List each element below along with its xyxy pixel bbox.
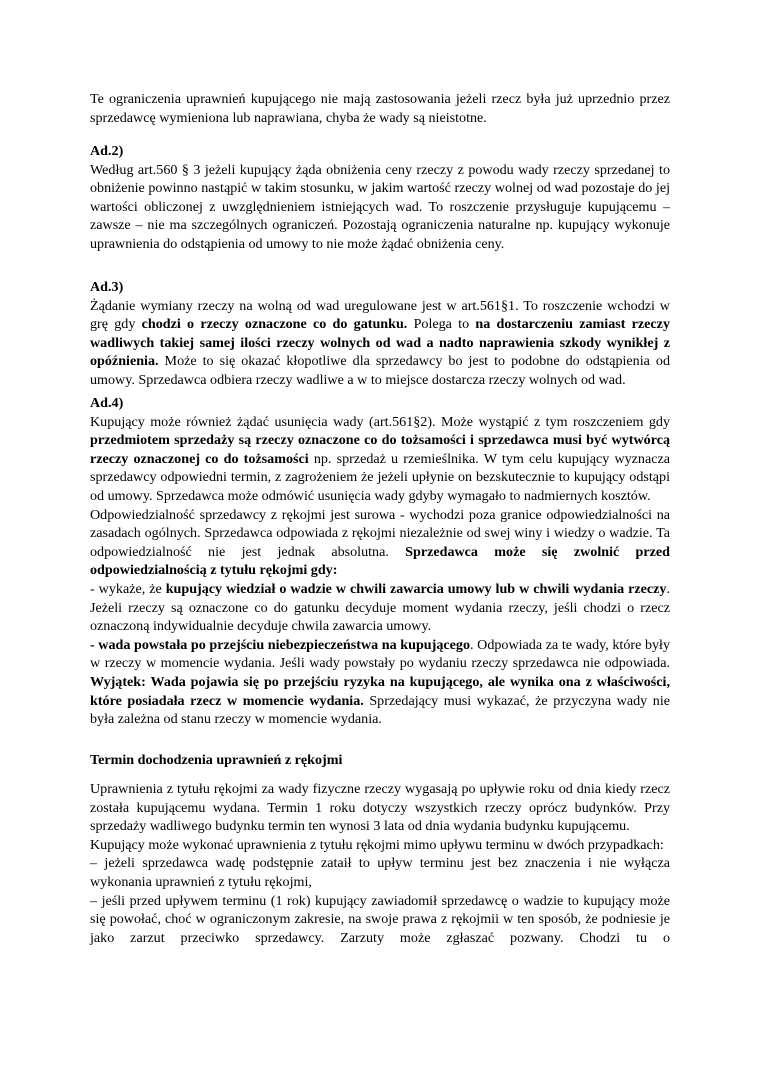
- ad4-section: [90, 394, 670, 729]
- termin-heading: Termin dochodzenia uprawnień z rękojmi: [90, 752, 343, 768]
- intro-section: [90, 90, 670, 127]
- ad4-p3-bold-1: kupujący wiedział o wadzie w chwili zawarcia umowy lub w chwili wydania rzeczy: [165, 580, 667, 597]
- ad3-text-2: Polega to: [407, 316, 476, 333]
- ad4-paragraph-4: [90, 636, 670, 729]
- ad4-p1-text-1: Kupujący może również żądać usunięcia wady (art.561§2). Może wystąpić z tym roszczeniem gdy: [90, 413, 670, 430]
- ad4-p4-bold-1: - wada powstała po przejściu niebezpieczeństwa na kupującego: [90, 636, 470, 653]
- ad3-section: [90, 278, 670, 390]
- ad4-paragraph-3: [90, 580, 670, 636]
- ad3-bold-1: chodzi o rzeczy oznaczone co do gatunku.: [141, 316, 408, 333]
- ad4-paragraph-2: [90, 506, 670, 580]
- ad2-section: [90, 142, 670, 254]
- ad4-heading: Ad.4): [90, 395, 124, 411]
- ad4-paragraph-1: [90, 413, 670, 506]
- termin-heading-section: [90, 751, 670, 770]
- ad3-bold-2: na dostarczeniu zamiast rzeczy wadliwych takiej samej ilości rzeczy wolnych od wad a nadto naprawienia szkody wynikłej z opóźnienia.: [90, 316, 670, 370]
- ad4-p2-text-1: Odpowiedzialność sprzedawcy z rękojmi jest surowa - wychodzi poza granice odpowiedzialności na zasadach ogólnych. Sprzedawca odpowiada z rękojmi niezależnie od swej winy i wiedzy o wadzie. Ta odpowiedzialność nie jest jednak absolutna.: [90, 506, 670, 560]
- ad4-p1-bold-1: przedmiotem sprzedaży są rzeczy oznaczone co do tożsamości i sprzedawca musi być wytwórcą rzeczy oznaczonej co do tożsamości: [90, 432, 670, 467]
- termin-paragraph-4: – jeśli przed upływem terminu (1 rok) kupujący zawiadomił sprzedawcę o wadzie to kupujący może się powołać, choć w ograniczonym zakresie, na swoje prawa z rękojmii w ten sposób, że podniesie je jako zarzut przeciwko sprzedawcy. Zarzuty może zgłaszać pozwany. Chodzi tu o: [90, 892, 670, 946]
- ad2-paragraph: Według art.560 § 3 jeżeli kupujący żąda obniżenia ceny rzeczy z powodu wady rzeczy sprzedanej to obniżenie powinno nastąpić w takim stosunku, w jakim wartość rzeczy wolnej od wad pozostaje do jej wartości obliczonej z uwzględnieniem istniejących wad. To roszczenie przysługuje kupującemu – zawsze – nie ma szczególnych ograniczeń. Pozostają ograniczenia naturalne np. kupujący wykonuje uprawnienia do odstąpienia od umowy to nie może żądać obniżenia ceny.: [90, 161, 670, 252]
- ad3-paragraph: [90, 297, 670, 390]
- termin-paragraph-2: Kupujący może wykonać uprawnienia z tytułu rękojmi mimo upływu terminu w dwóch przypadkach:: [90, 836, 664, 853]
- ad3-text-3: Może to się okazać kłopotliwe dla sprzedawcy bo jest to podobne do odstąpienia od umowy. Sprzedawca odbiera rzeczy wadliwe a w to miejsce dostarcza rzeczy wolnych od wad.: [90, 353, 670, 388]
- termin-section: [90, 780, 670, 947]
- ad2-heading: Ad.2): [90, 143, 124, 159]
- intro-paragraph: Te ograniczenia uprawnień kupującego nie mają zastosowania jeżeli rzecz była już uprzednio przez sprzedawcę wymieniona lub naprawiana, chyba że wady są nieistotne.: [90, 91, 670, 126]
- ad4-p3-text-1: - wykaże, że: [90, 580, 166, 597]
- ad4-p2-bold-1: Sprzedawca może się zwolnić przed odpowiedzialnością z tytułu rękojmi gdy:: [90, 543, 670, 579]
- ad3-heading: Ad.3): [90, 279, 124, 295]
- ad4-p3-text-2: . Jeżeli rzeczy są oznaczone co do gatunku decyduje moment wydania rzeczy, jeśli chodzi o rzecz oznaczoną indywidualnie decyduje chwila zawarcia umowy.: [90, 580, 670, 635]
- ad4-p4-text-2: Sprzedający musi wykazać, że przyczyna wady nie była zależna od stanu rzeczy w momencie wydania.: [90, 692, 670, 728]
- ad4-p1-text-2: np. sprzedaż u rzemieślnika. W tym celu kupujący wyznacza sprzedawcy odpowiedni termin, z zagrożeniem że jeżeli upłynie on bezskutecznie to kupujący odstąpi od umowy. Sprzedawca może odmówić usunięcia wady gdyby wymagało to nadmiernych kosztów.: [90, 450, 670, 504]
- ad4-p4-text-1: . Odpowiada za te wady, które były w rzeczy w momencie wydania. Jeśli wady powstały po wydaniu rzeczy sprzedawca nie odpowiada.: [90, 636, 671, 672]
- termin-paragraph-3: – jeżeli sprzedawca wadę podstępnie zataił to upływ terminu jest bez znaczenia i nie wyłącza wykonania uprawnień z tytułu rękojmi,: [90, 855, 670, 890]
- ad3-text-1: Żądanie wymiany rzeczy na wolną od wad uregulowane jest w art.561§1. To roszczenie wchodzi w grę gdy: [90, 297, 670, 333]
- termin-paragraph-1: Uprawnienia z tytułu rękojmi za wady fizyczne rzeczy wygasają po upływie roku od dnia kiedy rzecz została kupującemu wydana. Termin 1 roku dotyczy wszystkich rzeczy oprócz budynków. Przy sprzedaży wadliwego budynku termin ten wynosi 3 lata od dnia wydania budynku kupującemu.: [90, 781, 670, 835]
- ad4-p4-bold-2: Wyjątek: Wada pojawia się po przejściu ryzyka na kupującego, ale wynika ona z właściwości, które posiadała rzecz w momencie wydania.: [90, 673, 670, 709]
